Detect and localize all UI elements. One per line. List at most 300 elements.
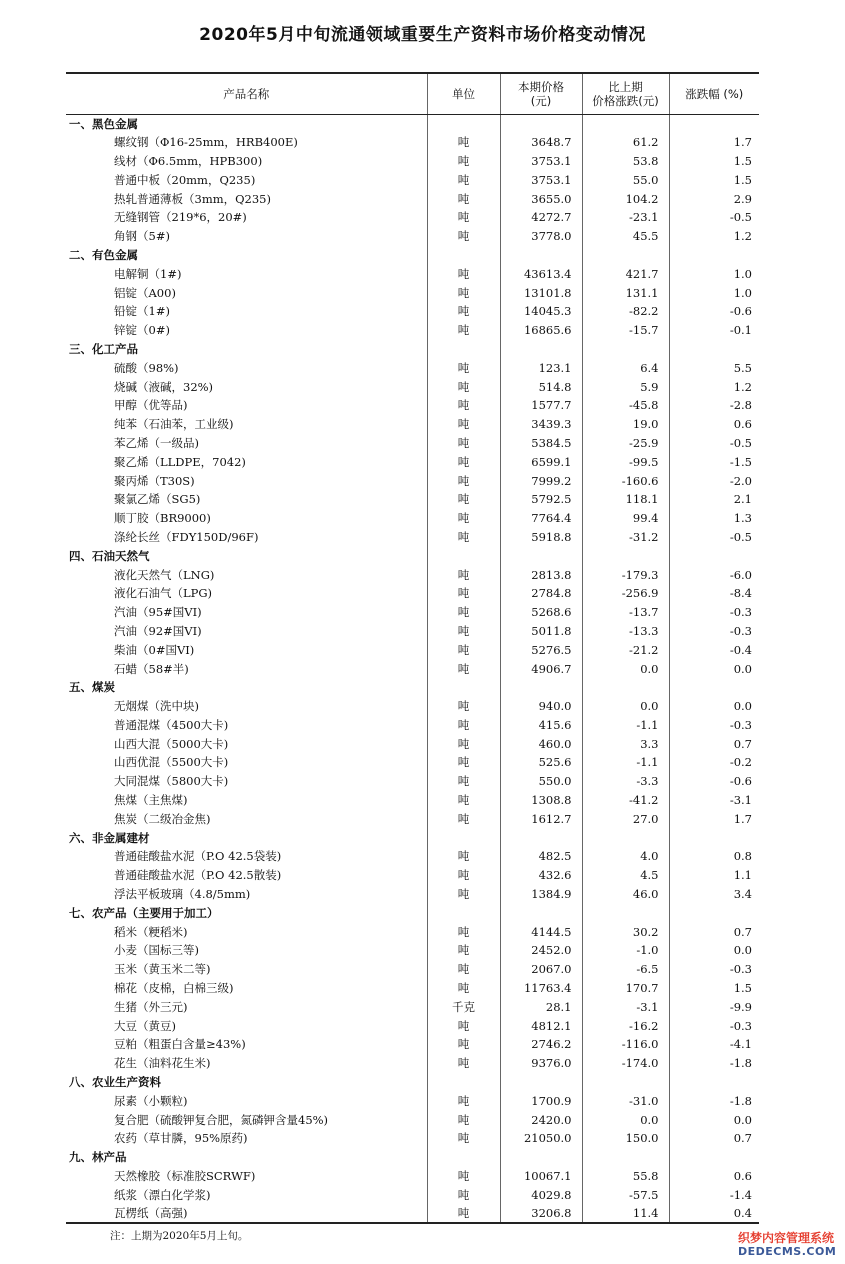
table-row: [66, 1110, 759, 1129]
price-change-cell: -1.1: [582, 753, 669, 772]
product-name-cell: 普通硅酸盐水泥（P.O 42.5散装): [114, 868, 282, 883]
product-name-cell: 焦煤（主焦煤): [114, 793, 188, 808]
price-change-cell: 27.0: [582, 809, 669, 828]
price-change-cell: 0.0: [582, 1110, 669, 1129]
product-name-cell: 生猪（外三元): [114, 999, 188, 1014]
header-current-price: [500, 73, 582, 114]
price-change-cell: -41.2: [582, 791, 669, 810]
price-table: [66, 72, 759, 1224]
change-percent-cell: 0.0: [669, 1110, 759, 1129]
current-price-cell: 123.1: [500, 358, 582, 377]
change-percent-cell: -0.2: [669, 753, 759, 772]
current-price-cell: 2420.0: [500, 1110, 582, 1129]
current-price-cell: 4029.8: [500, 1185, 582, 1204]
change-percent-cell: 0.4: [669, 1204, 759, 1223]
product-name-cell: 小麦（国标三等): [114, 943, 199, 958]
unit-cell: 吨: [427, 1129, 500, 1148]
header-current-price-line1: 本期价格: [518, 79, 564, 94]
category-name: 五、煤炭: [69, 680, 115, 695]
product-name-cell: 尿素（小颗粒): [114, 1093, 188, 1108]
change-percent-cell: 0.6: [669, 1167, 759, 1186]
price-change-cell: -3.3: [582, 772, 669, 791]
table-row: [66, 603, 759, 622]
product-name-cell: 瓦楞纸（高强): [66, 1204, 427, 1223]
empty-cell: [582, 546, 669, 565]
current-price-cell: 10067.1: [500, 1167, 582, 1186]
table-row: [66, 396, 759, 415]
price-change-cell: 170.7: [582, 979, 669, 998]
product-name-cell: 汽油（95#国VI): [114, 605, 202, 620]
change-percent-cell: -9.9: [669, 997, 759, 1016]
price-change-cell: 104.2: [582, 189, 669, 208]
change-percent-cell: 3.4: [669, 885, 759, 904]
table-row: [66, 170, 759, 189]
table-row: [66, 772, 759, 791]
change-percent-cell: 1.1: [669, 866, 759, 885]
product-name-cell: 汽油（92#国VI): [114, 623, 202, 638]
product-name-cell: 普通中板（20mm，Q235): [114, 172, 256, 187]
product-name-cell: 线材（Φ6.5mm，HPB300): [114, 153, 263, 168]
product-name-cell: 聚乙烯（LLDPE，7042): [114, 454, 246, 469]
empty-cell: [427, 246, 500, 265]
category-name: 三、化工产品: [69, 341, 138, 356]
unit-cell: 吨: [427, 622, 500, 641]
current-price-cell: 43613.4: [500, 264, 582, 283]
current-price-cell: 11763.4: [500, 979, 582, 998]
current-price-cell: 1577.7: [500, 396, 582, 415]
category-name: 一、黑色金属: [69, 116, 138, 131]
price-change-cell: 53.8: [582, 152, 669, 171]
product-name-cell: 顺丁胶（BR9000): [114, 511, 211, 526]
table-row: [66, 809, 759, 828]
price-change-cell: -116.0: [582, 1035, 669, 1054]
category-name: 四、石油天然气: [69, 548, 150, 563]
product-name-cell: 花生（油料花生米): [114, 1056, 211, 1071]
empty-cell: [669, 903, 759, 922]
current-price-cell: 4906.7: [500, 659, 582, 678]
price-change-cell: -1.1: [582, 716, 669, 735]
unit-cell: 吨: [427, 866, 500, 885]
current-price-cell: 5918.8: [500, 528, 582, 547]
price-change-cell: 131.1: [582, 283, 669, 302]
table-row: [66, 622, 759, 641]
price-change-cell: -256.9: [582, 584, 669, 603]
watermark-logo: [738, 1229, 845, 1264]
price-change-cell: -174.0: [582, 1054, 669, 1073]
current-price-cell: 1308.8: [500, 791, 582, 810]
unit-cell: 吨: [427, 640, 500, 659]
unit-cell: 吨: [427, 941, 500, 960]
change-percent-cell: 1.5: [669, 170, 759, 189]
price-change-cell: -3.1: [582, 997, 669, 1016]
unit-cell: 吨: [427, 264, 500, 283]
product-name-cell: 天然橡胶（标准胶SCRWF): [114, 1169, 256, 1184]
current-price-cell: 4272.7: [500, 208, 582, 227]
header-price-change-line1: 比上期: [608, 79, 643, 94]
product-name-cell: 螺纹钢（Φ16-25mm，HRB400E): [114, 135, 298, 150]
product-name-cell: 普通混煤（4500大卡): [114, 717, 229, 732]
product-name-cell: 豆粕（粗蛋白含量≥43%): [114, 1037, 246, 1052]
unit-cell: 吨: [427, 659, 500, 678]
price-change-cell: -45.8: [582, 396, 669, 415]
header-unit: 单位: [427, 73, 500, 114]
current-price-cell: 460.0: [500, 734, 582, 753]
price-change-cell: 4.0: [582, 847, 669, 866]
category-name: 九、林产品: [69, 1150, 127, 1165]
change-percent-cell: 0.7: [669, 1129, 759, 1148]
table-row: [66, 565, 759, 584]
price-change-cell: -13.3: [582, 622, 669, 641]
change-percent-cell: -1.8: [669, 1091, 759, 1110]
table-row: [66, 471, 759, 490]
unit-cell: 吨: [427, 1110, 500, 1129]
unit-cell: 吨: [427, 509, 500, 528]
unit-cell: 吨: [427, 377, 500, 396]
unit-cell: 吨: [427, 227, 500, 246]
current-price-cell: 7764.4: [500, 509, 582, 528]
page-title: 2020年5月中旬流通领域重要生产资料市场价格变动情况: [199, 25, 646, 45]
table-row: [66, 1129, 759, 1148]
product-name-cell: 大豆（黄豆): [114, 1018, 176, 1033]
change-percent-cell: 0.8: [669, 847, 759, 866]
price-change-cell: 3.3: [582, 734, 669, 753]
current-price-cell: 14045.3: [500, 302, 582, 321]
unit-cell: 吨: [427, 152, 500, 171]
change-percent-cell: 1.0: [669, 283, 759, 302]
unit-cell: 吨: [427, 847, 500, 866]
category-row: [66, 828, 759, 847]
change-percent-cell: -0.5: [669, 208, 759, 227]
empty-cell: [669, 1148, 759, 1167]
table-row: [66, 490, 759, 509]
change-percent-cell: -0.3: [669, 1016, 759, 1035]
header-price-change: [582, 73, 669, 114]
table-row: [66, 885, 759, 904]
current-price-cell: 5276.5: [500, 640, 582, 659]
change-percent-cell: -0.4: [669, 640, 759, 659]
unit-cell: 吨: [427, 434, 500, 453]
change-percent-cell: 2.1: [669, 490, 759, 509]
price-change-cell: 19.0: [582, 415, 669, 434]
current-price-cell: 3439.3: [500, 415, 582, 434]
price-change-cell: 421.7: [582, 264, 669, 283]
footnote: 注：上期为2020年5月上旬。: [110, 1230, 249, 1242]
product-name-cell: 大同混煤（5800大卡): [114, 774, 229, 789]
product-name-cell: 涤纶长丝（FDY150D/96F): [114, 529, 259, 544]
table-row: [66, 1035, 759, 1054]
empty-cell: [500, 903, 582, 922]
change-percent-cell: -1.5: [669, 452, 759, 471]
empty-cell: [582, 1073, 669, 1092]
current-price-cell: 3648.7: [500, 133, 582, 152]
empty-cell: [582, 1148, 669, 1167]
price-change-cell: 5.9: [582, 377, 669, 396]
product-name-cell: 山西大混（5000大卡): [114, 736, 229, 751]
change-percent-cell: 0.0: [669, 697, 759, 716]
change-percent-cell: 1.0: [669, 264, 759, 283]
product-name-cell: 液化石油气（LPG): [114, 586, 213, 601]
empty-cell: [500, 828, 582, 847]
product-name-cell: 石蜡（58#半): [114, 661, 189, 676]
change-percent-cell: -1.4: [669, 1185, 759, 1204]
current-price-cell: 2746.2: [500, 1035, 582, 1054]
table-row: [66, 922, 759, 941]
unit-cell: 吨: [427, 302, 500, 321]
current-price-cell: 2813.8: [500, 565, 582, 584]
empty-cell: [582, 828, 669, 847]
table-row: [66, 734, 759, 753]
price-change-cell: -57.5: [582, 1185, 669, 1204]
current-price-cell: 3753.1: [500, 152, 582, 171]
unit-cell: 吨: [427, 1091, 500, 1110]
header-change-percent: 涨跌幅 (%): [669, 73, 759, 114]
table-row: [66, 1091, 759, 1110]
table-row: [66, 791, 759, 810]
category-row: [66, 340, 759, 359]
change-percent-cell: -0.5: [669, 528, 759, 547]
header-price-change-line2: 价格涨跌(元): [592, 93, 659, 108]
unit-cell: 吨: [427, 452, 500, 471]
table-row: [66, 377, 759, 396]
empty-cell: [500, 1148, 582, 1167]
empty-cell: [427, 1148, 500, 1167]
empty-cell: [427, 828, 500, 847]
product-name-cell: 甲醇（优等品): [114, 398, 188, 413]
unit-cell: 吨: [427, 1035, 500, 1054]
unit-cell: 吨: [427, 697, 500, 716]
unit-cell: 吨: [427, 1167, 500, 1186]
empty-cell: [427, 678, 500, 697]
header-product-name: 产品名称: [66, 73, 427, 114]
price-change-cell: 4.5: [582, 866, 669, 885]
change-percent-cell: -1.8: [669, 1054, 759, 1073]
change-percent-cell: 1.3: [669, 509, 759, 528]
empty-cell: [427, 903, 500, 922]
product-name-cell: 玉米（黄玉米二等): [114, 962, 211, 977]
category-row: [66, 246, 759, 265]
unit-cell: 吨: [427, 716, 500, 735]
table-row: [66, 452, 759, 471]
table-row: [66, 753, 759, 772]
unit-cell: 吨: [427, 885, 500, 904]
empty-cell: [500, 340, 582, 359]
category-name: 二、有色金属: [69, 247, 138, 262]
table-row: [66, 584, 759, 603]
change-percent-cell: 0.7: [669, 734, 759, 753]
change-percent-cell: 2.9: [669, 189, 759, 208]
unit-cell: 吨: [427, 734, 500, 753]
product-name-cell: 浮法平板玻璃（4.8/5mm): [114, 887, 251, 902]
current-price-cell: 415.6: [500, 716, 582, 735]
change-percent-cell: -2.0: [669, 471, 759, 490]
product-name-cell: 聚丙烯（T30S): [114, 473, 195, 488]
unit-cell: 吨: [427, 189, 500, 208]
current-price-cell: 550.0: [500, 772, 582, 791]
change-percent-cell: -0.5: [669, 434, 759, 453]
empty-cell: [582, 678, 669, 697]
empty-cell: [582, 246, 669, 265]
product-name-cell: 纸浆（漂白化学浆): [114, 1187, 211, 1202]
empty-cell: [500, 114, 582, 133]
table-row: [66, 227, 759, 246]
current-price-cell: 940.0: [500, 697, 582, 716]
change-percent-cell: 1.5: [669, 152, 759, 171]
current-price-cell: 16865.6: [500, 321, 582, 340]
table-row: [66, 941, 759, 960]
category-row: [66, 114, 759, 133]
table-row: [66, 434, 759, 453]
change-percent-cell: -0.3: [669, 716, 759, 735]
current-price-cell: 5384.5: [500, 434, 582, 453]
product-name-cell: 铝锭（A00): [114, 285, 176, 300]
current-price-cell: 3206.8: [500, 1204, 582, 1223]
unit-cell: 吨: [427, 528, 500, 547]
price-change-cell: 55.8: [582, 1167, 669, 1186]
current-price-cell: 3655.0: [500, 189, 582, 208]
unit-cell: 吨: [427, 603, 500, 622]
table-row: [66, 133, 759, 152]
category-name: 八、农业生产资料: [69, 1075, 161, 1090]
product-name-cell: 铅锭（1#): [114, 304, 170, 319]
unit-cell: 吨: [427, 979, 500, 998]
watermark-text-en: DEDECMS.COM: [738, 1245, 837, 1258]
unit-cell: 吨: [427, 170, 500, 189]
change-percent-cell: -8.4: [669, 584, 759, 603]
current-price-cell: 1700.9: [500, 1091, 582, 1110]
current-price-cell: 2784.8: [500, 584, 582, 603]
empty-cell: [669, 340, 759, 359]
category-name: 六、非金属建材: [69, 830, 150, 845]
table-row: [66, 1167, 759, 1186]
current-price-cell: 7999.2: [500, 471, 582, 490]
current-price-cell: 3778.0: [500, 227, 582, 246]
table-row: [66, 208, 759, 227]
product-name-cell: 柴油（0#国VI): [114, 642, 195, 657]
table-row: [66, 509, 759, 528]
product-name-cell: 苯乙烯（一级品): [114, 435, 199, 450]
price-change-cell: -21.2: [582, 640, 669, 659]
change-percent-cell: -0.6: [669, 302, 759, 321]
category-name: 七、农产品（主要用于加工）: [69, 905, 219, 920]
table-row: [66, 659, 759, 678]
empty-cell: [582, 114, 669, 133]
current-price-cell: 2452.0: [500, 941, 582, 960]
product-name-cell: 角钢（5#): [114, 229, 170, 244]
table-row: [66, 415, 759, 434]
price-change-cell: 11.4: [582, 1204, 669, 1223]
empty-cell: [500, 246, 582, 265]
product-name-cell: 棉花（皮棉，白棉三级): [114, 981, 234, 996]
unit-cell: 吨: [427, 1054, 500, 1073]
product-name-cell: 无缝钢管（219*6，20#): [114, 210, 247, 225]
table-row: [66, 321, 759, 340]
unit-cell: 吨: [427, 809, 500, 828]
change-percent-cell: 0.6: [669, 415, 759, 434]
price-change-cell: -1.0: [582, 941, 669, 960]
price-change-cell: -82.2: [582, 302, 669, 321]
product-name-cell: 农药（草甘膦，95%原药): [114, 1131, 248, 1146]
current-price-cell: 6599.1: [500, 452, 582, 471]
product-name-cell: 聚氯乙烯（SG5): [114, 492, 201, 507]
product-name-cell: 稻米（粳稻米): [114, 924, 188, 939]
table-row: [66, 979, 759, 998]
category-row: [66, 678, 759, 697]
current-price-cell: 2067.0: [500, 960, 582, 979]
empty-cell: [582, 340, 669, 359]
unit-cell: 吨: [427, 415, 500, 434]
change-percent-cell: -0.1: [669, 321, 759, 340]
product-name-cell: 锌锭（0#): [114, 323, 170, 338]
table-row: [66, 1185, 759, 1204]
unit-cell: 吨: [427, 133, 500, 152]
empty-cell: [669, 546, 759, 565]
category-row: [66, 903, 759, 922]
table-row: [66, 302, 759, 321]
change-percent-cell: 1.7: [669, 809, 759, 828]
empty-cell: [500, 546, 582, 565]
empty-cell: [427, 546, 500, 565]
table-header: [66, 73, 759, 114]
table-row: [66, 866, 759, 885]
empty-cell: [427, 340, 500, 359]
table-body: [66, 114, 759, 1223]
price-change-cell: 118.1: [582, 490, 669, 509]
empty-cell: [669, 828, 759, 847]
price-change-cell: 61.2: [582, 133, 669, 152]
price-change-cell: -160.6: [582, 471, 669, 490]
empty-cell: [669, 678, 759, 697]
category-row: [66, 1073, 759, 1092]
product-name-cell: 硫酸（98%): [114, 360, 179, 375]
table-row: [66, 358, 759, 377]
price-change-cell: -6.5: [582, 960, 669, 979]
table-row: [66, 716, 759, 735]
change-percent-cell: 1.7: [669, 133, 759, 152]
product-name-cell: 电解铜（1#): [114, 266, 182, 281]
current-price-cell: 1612.7: [500, 809, 582, 828]
price-change-cell: 0.0: [582, 659, 669, 678]
price-change-cell: -23.1: [582, 208, 669, 227]
table-row: [66, 1204, 759, 1223]
current-price-cell: 4812.1: [500, 1016, 582, 1035]
category-row: [66, 1148, 759, 1167]
table-row: [66, 997, 759, 1016]
current-price-cell: 9376.0: [500, 1054, 582, 1073]
price-change-cell: 46.0: [582, 885, 669, 904]
empty-cell: [427, 1073, 500, 1092]
table-row: [66, 1016, 759, 1035]
change-percent-cell: 1.2: [669, 227, 759, 246]
price-change-cell: -99.5: [582, 452, 669, 471]
watermark-text-cn: 织梦内容管理系统: [738, 1231, 835, 1245]
table-row: [66, 152, 759, 171]
current-price-cell: 1384.9: [500, 885, 582, 904]
product-name-cell: 复合肥（硫酸钾复合肥，氮磷钾含量45%): [114, 1112, 329, 1127]
price-change-cell: -179.3: [582, 565, 669, 584]
product-name-cell: 焦炭（二级冶金焦): [114, 811, 211, 826]
current-price-cell: 482.5: [500, 847, 582, 866]
empty-cell: [500, 678, 582, 697]
change-percent-cell: -0.3: [669, 960, 759, 979]
current-price-cell: 514.8: [500, 377, 582, 396]
unit-cell: 吨: [427, 565, 500, 584]
table-row: [66, 264, 759, 283]
unit-cell: 吨: [427, 321, 500, 340]
unit-cell: 吨: [427, 772, 500, 791]
empty-cell: [669, 114, 759, 133]
unit-cell: 吨: [427, 1204, 500, 1223]
empty-cell: [669, 246, 759, 265]
